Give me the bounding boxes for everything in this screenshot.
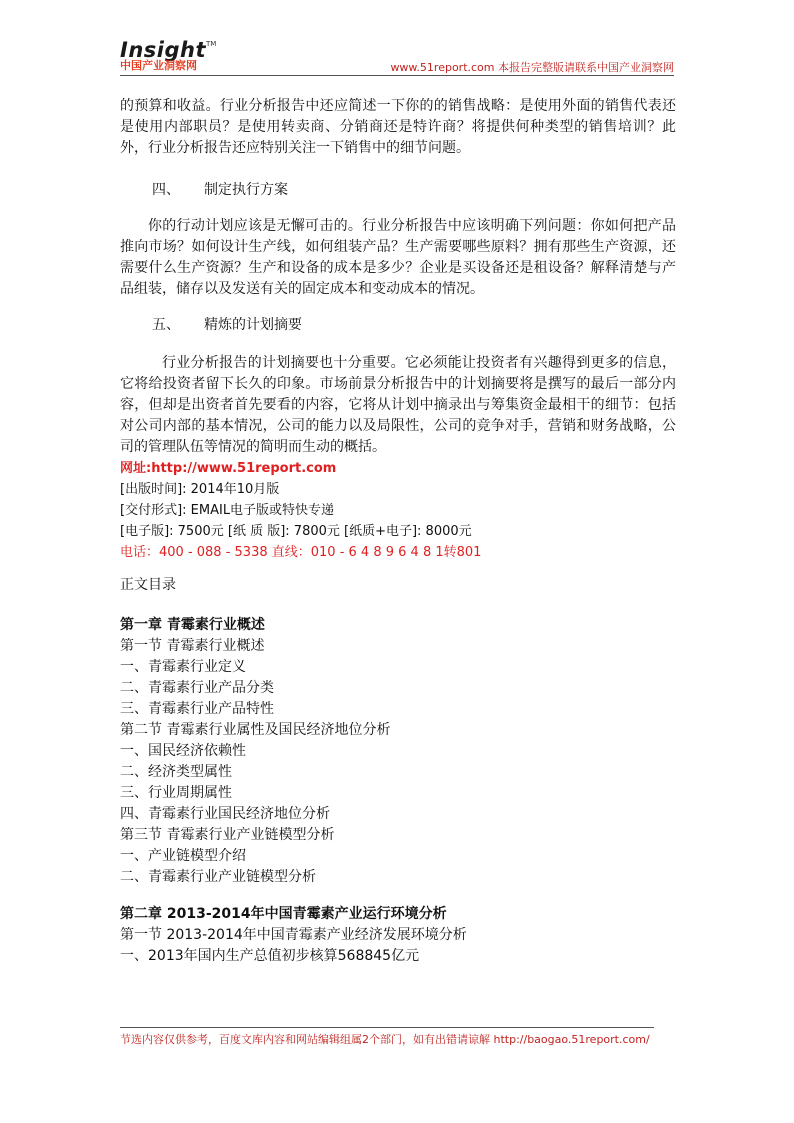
header-contact-text[interactable]: www.51report.com 本报告完整版请联系中国产业洞察网 (390, 61, 674, 74)
toc-item: 三、青霉素行业产品特性 (120, 701, 274, 717)
paragraph-action-plan: 你的行动计划应该是无懈可击的。行业分析报告中应该明确下列问题：你如何把产品推向市场？如何设计生产线，如何组装产品？生产需要哪些原料？拥有那些生产资源，还需要什么生产资源？生产和设备的成本是多少？企业是买设备还是租设备？解释清楚与产品组装，储存以及发送有关的固定成本和变动成本的情况。 (120, 218, 676, 297)
footer-note[interactable]: 节选内容仅供参考，百度文库内容和网站编辑组属2个部门，如有出错请谅解 http://baogao.51report.com/ (120, 1033, 650, 1046)
paragraph-plan-summary: 行业分析报告的计划摘要也十分重要。它必须能让投资者有兴趣得到更多的信息，它将给投资者留下长久的印象。市场前景分析报告中的计划摘要将是撰写的最后一部分内容，但却是出资者首先要看的内容，它将从计划中摘录出与筹集资金最相干的细节：包括对公司内部的基本情况，公司的能力以及局限性，公司的竞争对手，营销和财务战略，公司的管理队伍等情况的简明而生动的概括。 (120, 355, 676, 455)
header-divider (120, 75, 674, 76)
toc-item: 二、青霉素行业产品分类 (120, 680, 274, 696)
toc-item: 三、行业周期属性 (120, 785, 232, 801)
toc-item: 第一节 2013-2014年中国青霉素产业经济发展环境分析 (120, 927, 467, 943)
section-number: 五、 (152, 317, 180, 333)
toc-chapter-2: 第二章 2013-2014年中国青霉素产业运行环境分析 (120, 906, 447, 922)
logo-chinese-name: 中国产业洞察网 (120, 59, 197, 72)
toc-item: 第一节 青霉素行业概述 (120, 638, 265, 654)
logo-wordmark: Insight (120, 38, 206, 62)
phone-info: 电话：400 - 088 - 5338 直线：010 - 6 4 8 9 6 4 8 1转801 (120, 545, 482, 560)
footer-divider (120, 1027, 654, 1028)
publish-time: [出版时间]: 2014年10月版 (120, 482, 280, 497)
logo-trademark: TM (206, 40, 217, 48)
toc-item: 一、2013年国内生产总值初步核算568845亿元 (120, 948, 420, 964)
paragraph-sales-strategy: 的预算和收益。行业分析报告中还应简述一下你的的销售战略：是使用外面的销售代表还是使用内部职员？是使用转卖商、分销商还是特许商？将提供何种类型的销售培训？此外，行业分析报告还应特别关注一下销售中的细节问题。 (120, 98, 676, 156)
toc-item: 第二节 青霉素行业属性及国民经济地位分析 (120, 722, 391, 738)
toc-item: 二、经济类型属性 (120, 764, 232, 780)
toc-item: 一、青霉素行业定义 (120, 659, 246, 675)
website-link[interactable]: 网址:http://www.51report.com (120, 461, 337, 476)
toc-item: 第三节 青霉素行业产业链模型分析 (120, 827, 335, 843)
toc-item: 一、国民经济依赖性 (120, 743, 246, 759)
section-number: 四、 (152, 182, 180, 198)
toc-title: 正文目录 (120, 577, 176, 593)
section-heading-5 (120, 315, 676, 336)
toc-chapter-1: 第一章 青霉素行业概述 (120, 617, 265, 633)
toc-item: 四、青霉素行业国民经济地位分析 (120, 806, 330, 822)
price-info: [电子版]: 7500元 [纸 质 版]: 7800元 [纸质+电子]: 8000元 (120, 524, 472, 539)
toc-item: 二、青霉素行业产业链模型分析 (120, 869, 316, 885)
page-body (120, 96, 676, 967)
delivery-format: [交付形式]: EMAIL电子版或特快专递 (120, 503, 335, 518)
section-title: 制定执行方案 (204, 182, 288, 198)
section-heading-4 (120, 180, 676, 201)
toc-item: 一、产业链模型介绍 (120, 848, 246, 864)
section-title: 精炼的计划摘要 (204, 317, 302, 333)
insight-logo (120, 38, 220, 74)
